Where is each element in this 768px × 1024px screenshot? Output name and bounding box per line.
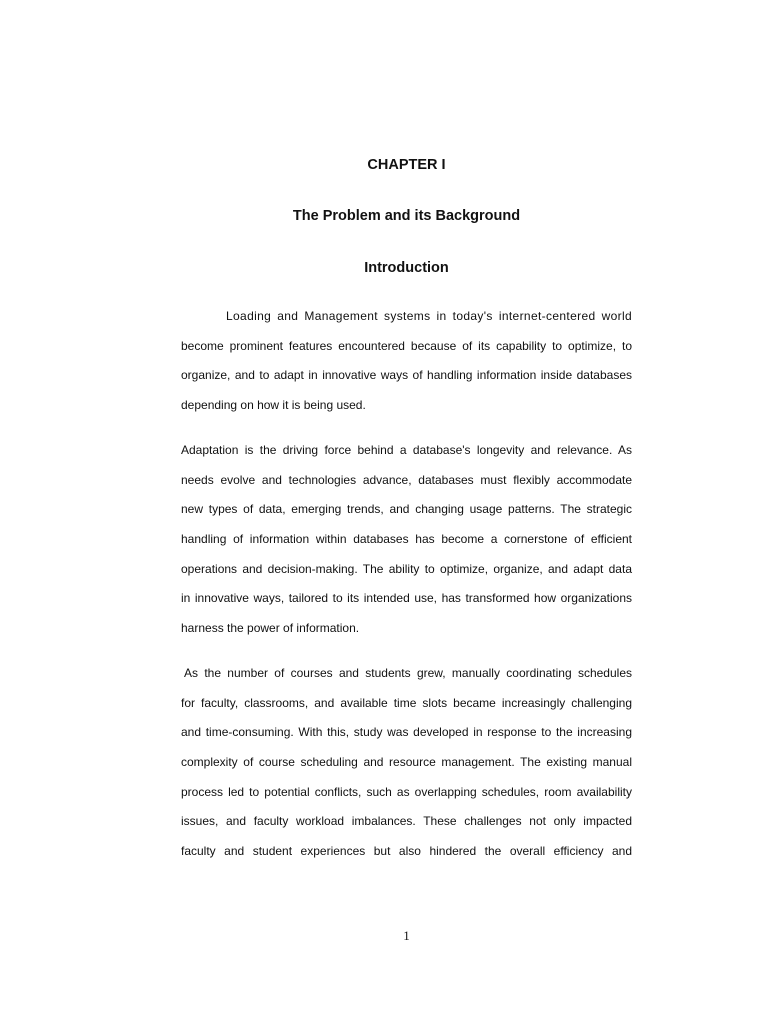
paragraph-line: issues, and faculty workload imbalances. These challenges not only impacted	[181, 814, 632, 829]
paragraph-line: Loading and Management systems in today's internet-centered world	[226, 309, 632, 323]
paragraph-line: operations and decision-making. The ability to optimize, organize, and adapt data	[181, 561, 632, 576]
page-number: 1	[403, 928, 410, 943]
chapter-heading: CHAPTER I	[367, 157, 446, 173]
paragraph-line: Adaptation is the driving force behind a database's longevity and relevance. As	[181, 443, 632, 457]
paragraph-1	[181, 302, 632, 421]
paragraph-3	[181, 659, 632, 867]
chapter-title: The Problem and its Background	[292, 208, 521, 224]
paragraph-line: process led to potential conflicts, such as overlapping schedules, room availability	[181, 784, 632, 799]
paragraph-line: complexity of course scheduling and resource management. The existing manual	[181, 755, 632, 770]
paragraph-line: in innovative ways, tailored to its intended use, has transformed how organizations	[181, 591, 632, 606]
paragraph-line: needs evolve and technologies advance, databases must flexibly accommodate	[181, 472, 632, 487]
paragraph-line: handling of information within databases has become a cornerstone of efficient	[181, 532, 632, 547]
paragraph-line: for faculty, classrooms, and available time slots became increasingly challenging	[181, 695, 632, 710]
paragraph-line: organize, and to adapt in innovative ways of handling information inside databases	[181, 368, 632, 383]
section-heading: Introduction	[364, 260, 449, 276]
paragraph-line: become prominent features encountered because of its capability to optimize, to	[181, 338, 632, 353]
paragraph-line: harness the power of information.	[181, 621, 360, 636]
paragraph-line: new types of data, emerging trends, and changing usage patterns. The strategic	[181, 502, 632, 517]
paragraph-line: faculty and student experiences but also hindered the overall efficiency and	[181, 844, 632, 859]
paragraph-2	[181, 436, 632, 644]
paragraph-line: As the number of courses and students grew, manually coordinating schedules	[184, 666, 632, 680]
paragraph-line: and time-consuming. With this, study was developed in response to the increasing	[181, 725, 632, 740]
paragraph-line: depending on how it is being used.	[181, 398, 366, 413]
